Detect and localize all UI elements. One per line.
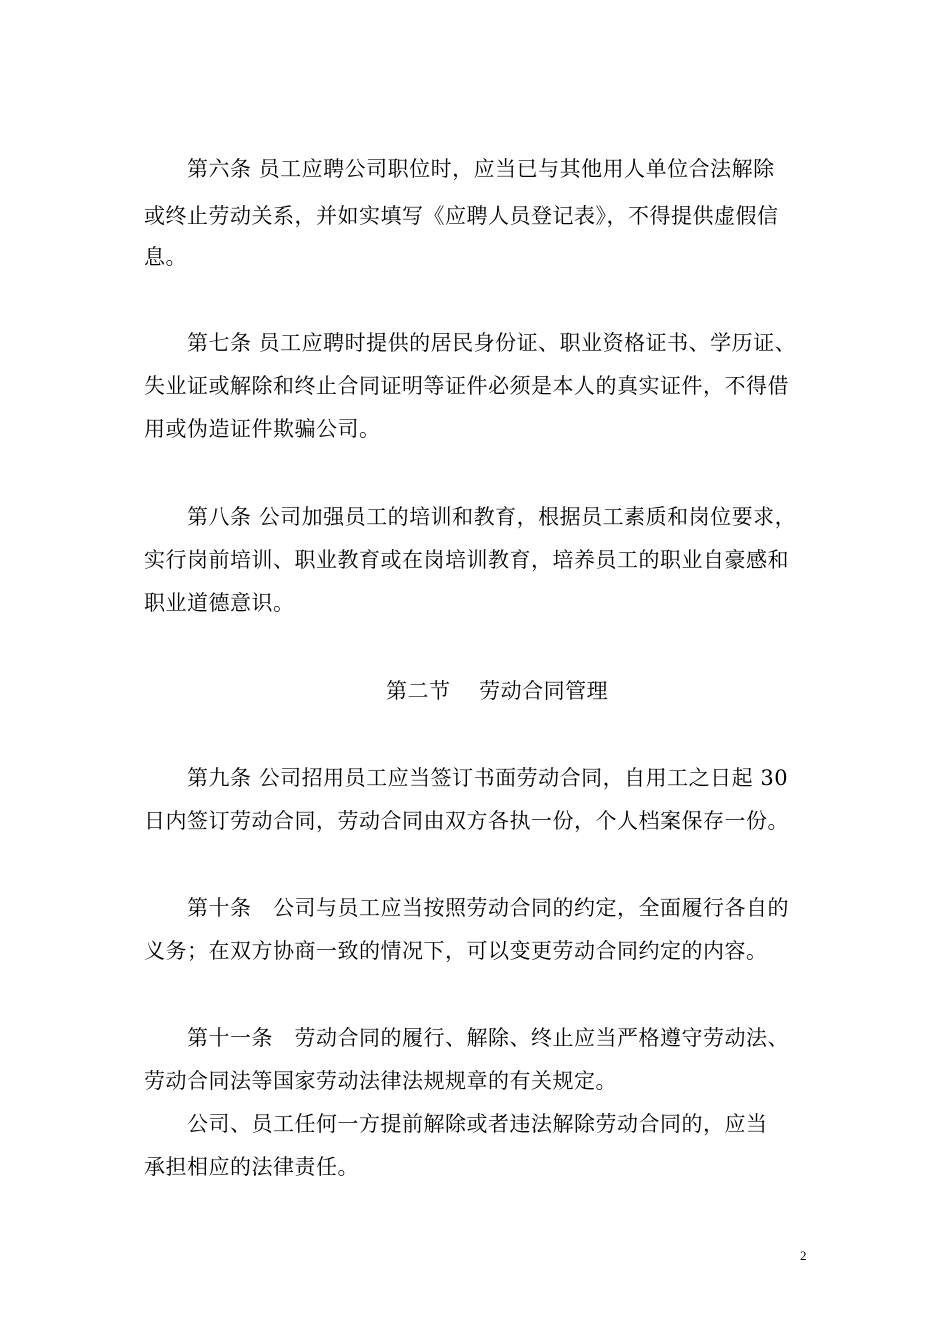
article-6-line-1: 第六条 员工应聘公司职位时，应当已与其他用人单位合法解除	[144, 157, 775, 181]
article-9-line-1: 第九条 公司招用员工应当签订书面劳动合同，自用工之日起 30	[144, 766, 789, 790]
article-8-line-3: 职业道德意识。	[144, 591, 295, 615]
article-10-line-1: 第十条 公司与员工应当按照劳动合同的约定，全面履行各自的	[144, 896, 789, 920]
article-8-line-2: 实行岗前培训、职业教育或在岗培训教育，培养员工的职业自豪感和	[144, 548, 789, 572]
section-heading: 第二节 劳动合同管理	[386, 679, 609, 703]
article-10-line-2: 义务；在双方协商一致的情况下，可以变更劳动合同约定的内容。	[144, 939, 768, 963]
article-9-line-2: 日内签订劳动合同，劳动合同由双方各执一份，个人档案保存一份。	[144, 809, 789, 833]
page-number: 2	[800, 1248, 807, 1263]
article-11-line-1: 第十一条 劳动合同的履行、解除、终止应当严格遵守劳动法、	[144, 1026, 789, 1050]
article-6-line-2: 或终止劳动关系，并如实填写《应聘人员登记表》，不得提供虚假信	[144, 204, 779, 228]
article-11-line-4: 承担相应的法律责任。	[144, 1155, 359, 1179]
article-11-line-2: 劳动合同法等国家劳动法律法规规章的有关规定。	[144, 1069, 617, 1093]
article-6-line-3: 息。	[144, 245, 187, 269]
article-7-line-1: 第七条 员工应聘时提供的居民身份证、职业资格证书、学历证、	[144, 331, 797, 355]
article-7-line-2: 失业证或解除和终止合同证明等证件必须是本人的真实证件，不得借	[144, 374, 789, 398]
article-8-line-1: 第八条 公司加强员工的培训和教育，根据员工素质和岗位要求，	[144, 505, 797, 529]
article-7-line-3: 用或伪造证件欺骗公司。	[144, 417, 381, 441]
article-11-line-3: 公司、员工任何一方提前解除或者违法解除劳动合同的，应当	[144, 1112, 768, 1136]
